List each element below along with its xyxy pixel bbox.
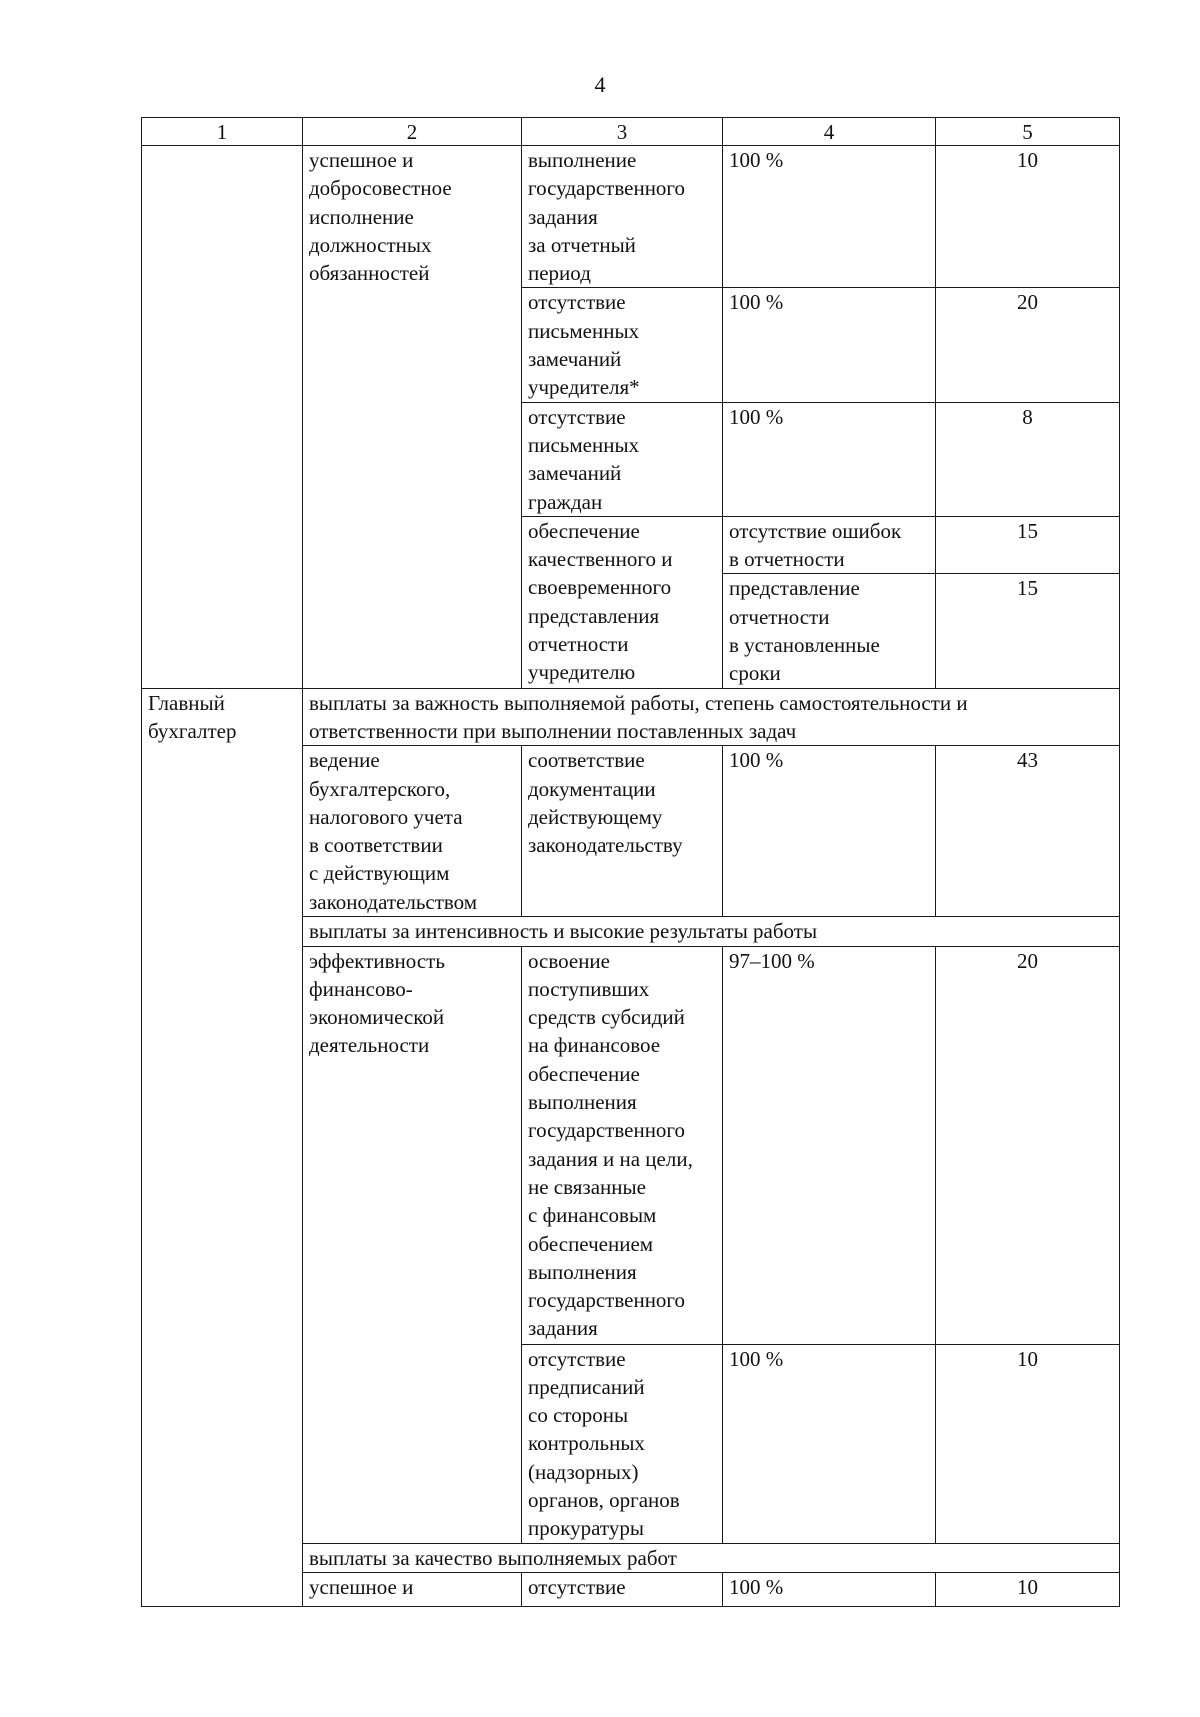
- position-cell: [142, 688, 303, 1606]
- points-cell: 20: [936, 288, 1120, 402]
- criterion-cell: [522, 288, 723, 402]
- header-col-5: 5: [936, 118, 1120, 146]
- cell-text-line: отсутствие: [528, 404, 626, 429]
- cell-text-line: ведение: [309, 748, 380, 773]
- target-value-cell: [723, 516, 936, 574]
- section-heading-cell: [303, 917, 1120, 946]
- cell-text-line: на финансовое: [528, 1033, 661, 1058]
- cell-text-line: действующему: [528, 804, 663, 829]
- header-col-3: 3: [522, 118, 723, 146]
- cell-text-line: учредителю: [528, 660, 636, 685]
- cell-text-line: период: [528, 261, 591, 286]
- indicator-name-cell: [303, 146, 522, 689]
- target-value-cell: [723, 746, 936, 917]
- cell-text-line: органов, органов: [528, 1488, 680, 1513]
- target-value-cell: [723, 946, 936, 1344]
- criterion-cell: [522, 402, 723, 516]
- cell-text-line: замечаний: [528, 347, 622, 372]
- cell-text-line: финансово-: [309, 976, 413, 1001]
- cell-text-line: отчетности: [729, 604, 830, 629]
- criterion-cell: [522, 146, 723, 288]
- points-cell: 43: [936, 746, 1120, 917]
- cell-text-line: государственного: [528, 1118, 686, 1143]
- section-heading-cell: [303, 1543, 1120, 1572]
- cell-text-line: Главный: [148, 690, 225, 715]
- cell-text-line: представление: [729, 576, 860, 601]
- cell-text-line: за отчетный: [528, 232, 636, 257]
- cell-text-line: 97–100 %: [729, 948, 815, 973]
- cell-text-line: замечаний: [528, 461, 622, 486]
- cell-text-line: экономической: [309, 1005, 445, 1030]
- cell-text-line: в соответствии: [309, 833, 443, 858]
- cell-text-line: учредителя*: [528, 375, 640, 400]
- cell-text-line: задания: [528, 1316, 598, 1341]
- cell-text-line: законодательству: [528, 833, 683, 858]
- target-value-cell: [723, 288, 936, 402]
- cell-text-line: успешное и: [309, 148, 414, 172]
- cell-text-line: успешное и: [309, 1574, 414, 1599]
- cell-text-line: качественного и: [528, 547, 673, 572]
- cell-text-line: не связанные: [528, 1174, 646, 1199]
- cell-text-line: обеспечение: [528, 518, 640, 543]
- cell-text-line: налогового учета: [309, 804, 463, 829]
- indicator-name-cell: [303, 946, 522, 1543]
- table-header-row: [142, 118, 1120, 146]
- table-row: [142, 146, 1120, 288]
- cell-text-line: граждан: [528, 489, 603, 514]
- cell-text-line: освоение: [528, 948, 610, 973]
- cell-text-line: выплаты за интенсивность и высокие результаты работы: [309, 919, 818, 944]
- cell-text-line: государственного: [528, 176, 686, 201]
- cell-text-line: отсутствие: [528, 290, 626, 315]
- points-cell: 10: [936, 1344, 1120, 1543]
- cell-text-line: средств субсидий: [528, 1005, 685, 1030]
- cell-text-line: законодательством: [309, 889, 478, 914]
- cell-text-line: предписаний: [528, 1374, 645, 1399]
- cell-text-line: должностных: [309, 232, 432, 257]
- cell-text-line: исполнение: [309, 204, 414, 229]
- header-col-4: 4: [723, 118, 936, 146]
- page-number: 4: [594, 72, 606, 97]
- cell-text-line: государственного: [528, 1288, 686, 1313]
- cell-text-line: бухгалтерского,: [309, 776, 451, 801]
- criterion-cell: [522, 946, 723, 1344]
- points-cell: 10: [936, 146, 1120, 288]
- target-value-cell: [723, 402, 936, 516]
- cell-text-line: выплаты за важность выполняемой работы, степень самостоятельности и: [309, 690, 968, 715]
- indicator-name-cell: [303, 746, 522, 917]
- points-cell: 10: [936, 1572, 1120, 1606]
- indicator-name-cell: [303, 1572, 522, 1606]
- cell-text-line: выполнения: [528, 1259, 637, 1284]
- cell-text-line: представления: [528, 603, 660, 628]
- cell-text-line: обязанностей: [309, 261, 430, 286]
- points-cell: 15: [936, 516, 1120, 574]
- cell-text-line: отчетности: [528, 632, 629, 657]
- points-cell: 20: [936, 946, 1120, 1344]
- cell-text-line: 100 %: [729, 290, 784, 315]
- cell-text-line: поступивших: [528, 976, 650, 1001]
- cell-text-line: письменных: [528, 318, 640, 343]
- header-col-2: 2: [303, 118, 522, 146]
- target-value-cell: [723, 1344, 936, 1543]
- cell-text-line: выполнения: [528, 1090, 637, 1115]
- criterion-cell: [522, 1344, 723, 1543]
- target-value-cell: [723, 1572, 936, 1606]
- cell-text-line: с финансовым: [528, 1203, 657, 1228]
- cell-text-line: отсутствие ошибок: [729, 518, 902, 543]
- cell-text-line: выполнение: [528, 148, 637, 172]
- criterion-cell: [522, 746, 723, 917]
- cell-text-line: сроки: [729, 661, 781, 686]
- header-col-1: 1: [142, 118, 303, 146]
- target-value-cell: [723, 574, 936, 688]
- cell-text-line: 100 %: [729, 148, 784, 172]
- cell-text-line: (надзорных): [528, 1459, 639, 1484]
- cell-text-line: 100 %: [729, 1574, 784, 1599]
- cell-text-line: прокуратуры: [528, 1516, 644, 1541]
- criterion-cell: [522, 1572, 723, 1606]
- cell-text-line: в отчетности: [729, 547, 845, 572]
- cell-text-line: контрольных: [528, 1431, 645, 1456]
- cell-text-line: письменных: [528, 432, 640, 457]
- table-row: [142, 688, 1120, 746]
- cell-text-line: документации: [528, 776, 656, 801]
- position-cell: [142, 146, 303, 689]
- cell-text-line: соответствие: [528, 748, 645, 773]
- cell-text-line: 100 %: [729, 404, 784, 429]
- cell-text-line: обеспечение: [528, 1061, 640, 1086]
- points-cell: 8: [936, 402, 1120, 516]
- cell-text-line: со стороны: [528, 1403, 629, 1428]
- cell-text-line: добросовестное: [309, 176, 452, 201]
- cell-text-line: бухгалтер: [148, 718, 237, 743]
- cell-text-line: 100 %: [729, 1346, 784, 1371]
- cell-text-line: задания: [528, 204, 598, 229]
- criteria-table: [141, 117, 1120, 1607]
- cell-text-line: в установленные: [729, 633, 880, 658]
- target-value-cell: [723, 146, 936, 288]
- cell-text-line: эффективность: [309, 948, 445, 973]
- cell-text-line: задания и на цели,: [528, 1146, 693, 1171]
- cell-text-line: 100 %: [729, 748, 784, 773]
- criterion-cell: [522, 516, 723, 688]
- cell-text-line: с действующим: [309, 861, 450, 886]
- section-heading-cell: [303, 688, 1120, 746]
- cell-text-line: выплаты за качество выполняемых работ: [309, 1545, 677, 1570]
- cell-text-line: отсутствие: [528, 1346, 626, 1371]
- cell-text-line: деятельности: [309, 1033, 430, 1058]
- points-cell: 15: [936, 574, 1120, 688]
- cell-text-line: своевременного: [528, 575, 672, 600]
- cell-text-line: обеспечением: [528, 1231, 654, 1256]
- cell-text-line: ответственности при выполнении поставленных задач: [309, 718, 797, 743]
- cell-text-line: отсутствие: [528, 1574, 626, 1599]
